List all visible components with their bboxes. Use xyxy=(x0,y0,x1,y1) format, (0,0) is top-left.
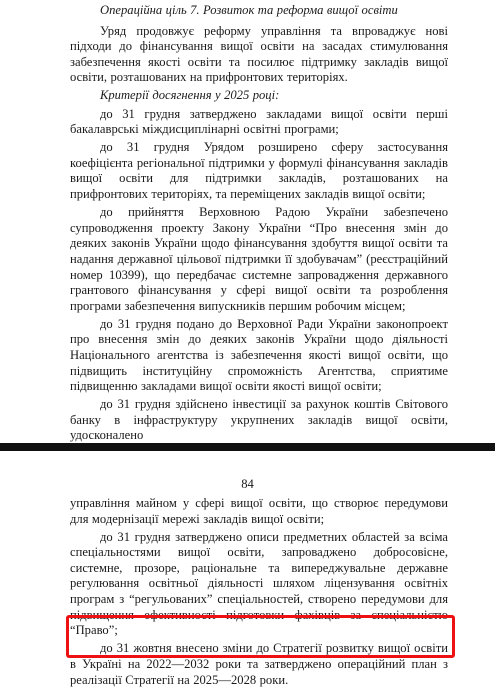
page-number: 84 xyxy=(241,477,254,491)
continuation-paragraph: управління майном у сфері вищої освіти, що створює передумови для модернізації мережі закладів вищої освіти; xyxy=(70,496,448,526)
criterion-paragraph: до 31 грудня здійснено інвестиції за рахунок коштів Світового банку в інфраструктуру укрупнених закладів вищої освіти, удосконалено xyxy=(70,397,448,443)
page-top-text xyxy=(70,3,448,444)
page-separator xyxy=(0,443,495,451)
section-heading: Операційна ціль 7. Розвиток та реформа вищої освіти xyxy=(100,3,398,17)
criterion-paragraph: до 31 грудня затверджено закладами вищої освіти перші бакалаврські міждисциплінарні освітні програми; xyxy=(70,106,448,137)
page-bottom-text xyxy=(70,496,448,688)
criteria-heading: Критерії досягнення у 2025 році: xyxy=(100,88,280,103)
criterion-paragraph: до 31 грудня Урядом розширено сферу застосування коефіцієнта регіональної підтримки у формулі фінансування закладів вищої освіти для підтримки закладів, розташованих на прифронтових територіях, та переміщених закладів вищої освіти; xyxy=(70,140,448,202)
highlighted-criterion-paragraph: до 31 жовтня внесено зміни до Стратегії розвитку вищої освіти в Україні на 2022—2032 роки та затверджено операційний план з реалізації Стратегії на 2025—2028 роки. xyxy=(70,641,448,687)
intro-paragraph: Уряд продовжує реформу управління та впроваджує нові підходи до фінансування вищої освіти на засадах стимулювання забезпечення якості освіти та посилює підтримку закладів вищої освіти, розташованих на прифронтових територіях. xyxy=(70,23,448,85)
highlight-annotation-box xyxy=(66,615,455,658)
criterion-paragraph: до 31 грудня затверджено описи предметних областей за всіма спеціальностями вищої освіти, запроваджено добросовісне, системне, прозоре, раціональне та випереджувальне державне регулювання освітньої діяльності шляхом ліцензування освітніх програм з “регульованих” спеціальностей, створено передумови для підвищення ефективності підготовки фахівців за спеціальністю “Право”; xyxy=(70,529,448,638)
criterion-paragraph: до 31 грудня подано до Верховної Ради України законопроект про внесення змін до деяких законів України щодо діяльності Національного агентства із забезпечення якості вищої освіти, що підвищить інституційну спроможність Агентства, сприятиме підвищенню закладами вищої освіти якості вищої освіти; xyxy=(70,316,448,394)
criterion-paragraph: до прийняття Верховною Радою України забезпечено супроводження проекту Закону України “Про внесення змін до деяких законів України щодо фінансування здобуття вищої освіти та надання державної цільової підтримки її здобувачам” (реєстраційний номер 10399), що передбачає системне запровадження державного грантового фінансування у сфері вищої освіти та розроблення програми забезпечення випускників першим робочим місцем; xyxy=(70,205,448,313)
